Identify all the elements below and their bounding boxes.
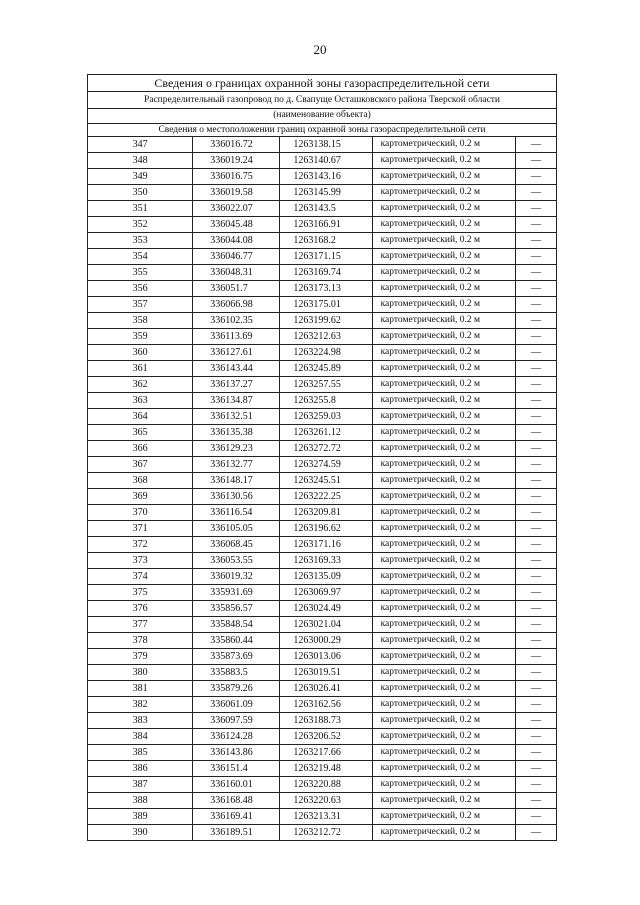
description-cell: — [515,313,556,329]
description-cell: — [515,617,556,633]
x-coordinate-cell: 336044.08 [193,233,280,249]
x-coordinate-cell: 336051.7 [193,281,280,297]
y-coordinate-cell: 1263209.81 [280,505,372,521]
x-coordinate-cell: 336016.75 [193,169,280,185]
x-coordinate-cell: 336168.48 [193,793,280,809]
table-row [88,169,556,185]
description-cell: — [515,809,556,825]
description-cell: — [515,233,556,249]
description-cell: — [515,553,556,569]
point-number-cell: 370 [88,505,193,521]
table-row [88,617,556,633]
point-number-cell: 377 [88,617,193,633]
y-coordinate-cell: 1263135.09 [280,569,372,585]
point-number-cell: 390 [88,825,193,841]
y-coordinate-cell: 1263173.13 [280,281,372,297]
method-accuracy-cell: картометрический, 0.2 м [372,569,515,585]
method-accuracy-cell: картометрический, 0.2 м [372,713,515,729]
table-row [88,249,556,265]
method-accuracy-cell: картометрический, 0.2 м [372,681,515,697]
x-coordinate-cell: 336151.4 [193,761,280,777]
y-coordinate-cell: 1263138.15 [280,137,372,153]
y-coordinate-cell: 1263019.51 [280,665,372,681]
table-row [88,633,556,649]
table-row [88,569,556,585]
y-coordinate-cell: 1263261.12 [280,425,372,441]
point-number-cell: 385 [88,745,193,761]
table-row [88,409,556,425]
method-accuracy-cell: картометрический, 0.2 м [372,201,515,217]
point-number-cell: 366 [88,441,193,457]
point-number-cell: 374 [88,569,193,585]
x-coordinate-cell: 336130.56 [193,489,280,505]
method-accuracy-cell: картометрический, 0.2 м [372,393,515,409]
y-coordinate-cell: 1263143.5 [280,201,372,217]
point-number-cell: 365 [88,425,193,441]
point-number-cell: 354 [88,249,193,265]
x-coordinate-cell: 335883.5 [193,665,280,681]
table-row [88,217,556,233]
table-row [88,825,556,841]
point-number-cell: 357 [88,297,193,313]
description-cell: — [515,345,556,361]
x-coordinate-cell: 336016.72 [193,137,280,153]
table-row [88,313,556,329]
x-coordinate-cell: 336113.69 [193,329,280,345]
table-row [88,729,556,745]
description-cell: — [515,489,556,505]
y-coordinate-cell: 1263169.33 [280,553,372,569]
table-row [88,761,556,777]
x-coordinate-cell: 336019.32 [193,569,280,585]
y-coordinate-cell: 1263168.2 [280,233,372,249]
x-coordinate-cell: 336135.38 [193,425,280,441]
y-coordinate-cell: 1263021.04 [280,617,372,633]
point-number-cell: 367 [88,457,193,473]
y-coordinate-cell: 1263245.51 [280,473,372,489]
y-coordinate-cell: 1263171.15 [280,249,372,265]
method-accuracy-cell: картометрический, 0.2 м [372,457,515,473]
table-row [88,713,556,729]
method-accuracy-cell: картометрический, 0.2 м [372,137,515,153]
table-row [88,345,556,361]
description-cell: — [515,569,556,585]
table-row [88,233,556,249]
x-coordinate-cell: 336022.07 [193,201,280,217]
point-number-cell: 380 [88,665,193,681]
x-coordinate-cell: 336134.87 [193,393,280,409]
x-coordinate-cell: 336045.48 [193,217,280,233]
table-row [88,473,556,489]
description-cell: — [515,825,556,841]
table-row [88,809,556,825]
description-cell: — [515,217,556,233]
x-coordinate-cell: 336102.35 [193,313,280,329]
method-accuracy-cell: картометрический, 0.2 м [372,169,515,185]
description-cell: — [515,761,556,777]
point-number-cell: 369 [88,489,193,505]
x-coordinate-cell: 335931.69 [193,585,280,601]
description-cell: — [515,665,556,681]
point-number-cell: 351 [88,201,193,217]
description-cell: — [515,393,556,409]
y-coordinate-cell: 1263169.74 [280,265,372,281]
y-coordinate-cell: 1263219.48 [280,761,372,777]
method-accuracy-cell: картометрический, 0.2 м [372,825,515,841]
point-number-cell: 356 [88,281,193,297]
y-coordinate-cell: 1263222.25 [280,489,372,505]
description-cell: — [515,297,556,313]
point-number-cell: 360 [88,345,193,361]
method-accuracy-cell: картометрический, 0.2 м [372,473,515,489]
method-accuracy-cell: картометрический, 0.2 м [372,793,515,809]
page-number: 20 [313,42,327,57]
method-accuracy-cell: картометрический, 0.2 м [372,745,515,761]
table-row [88,137,556,153]
point-number-cell: 372 [88,537,193,553]
table-row [88,265,556,281]
point-number-cell: 348 [88,153,193,169]
y-coordinate-cell: 1263220.63 [280,793,372,809]
y-coordinate-cell: 1263143.16 [280,169,372,185]
y-coordinate-cell: 1263166.91 [280,217,372,233]
y-coordinate-cell: 1263212.63 [280,329,372,345]
method-accuracy-cell: картометрический, 0.2 м [372,249,515,265]
x-coordinate-cell: 335860.44 [193,633,280,649]
point-number-cell: 378 [88,633,193,649]
x-coordinate-cell: 336066.98 [193,297,280,313]
point-number-cell: 350 [88,185,193,201]
method-accuracy-cell: картометрический, 0.2 м [372,281,515,297]
point-number-cell: 376 [88,601,193,617]
y-coordinate-cell: 1263212.72 [280,825,372,841]
x-coordinate-cell: 336129.23 [193,441,280,457]
boundary-document [87,74,557,841]
x-coordinate-cell: 336061.09 [193,697,280,713]
table-row [88,329,556,345]
table-row [88,281,556,297]
y-coordinate-cell: 1263069.97 [280,585,372,601]
x-coordinate-cell: 336053.55 [193,553,280,569]
y-coordinate-cell: 1263196.62 [280,521,372,537]
x-coordinate-cell: 336160.01 [193,777,280,793]
table-row [88,793,556,809]
description-cell: — [515,633,556,649]
method-accuracy-cell: картометрический, 0.2 м [372,297,515,313]
description-cell: — [515,201,556,217]
y-coordinate-cell: 1263220.88 [280,777,372,793]
coordinates-table [88,137,556,840]
x-coordinate-cell: 336189.51 [193,825,280,841]
y-coordinate-cell: 1263140.67 [280,153,372,169]
table-row [88,601,556,617]
method-accuracy-cell: картометрический, 0.2 м [372,697,515,713]
y-coordinate-cell: 1263199.62 [280,313,372,329]
description-cell: — [515,473,556,489]
x-coordinate-cell: 336105.05 [193,521,280,537]
x-coordinate-cell: 336169.41 [193,809,280,825]
y-coordinate-cell: 1263213.31 [280,809,372,825]
description-cell: — [515,281,556,297]
method-accuracy-cell: картометрический, 0.2 м [372,537,515,553]
description-cell: — [515,729,556,745]
y-coordinate-cell: 1263257.55 [280,377,372,393]
y-coordinate-cell: 1263217.66 [280,745,372,761]
x-coordinate-cell: 336148.17 [193,473,280,489]
description-cell: — [515,521,556,537]
table-row [88,505,556,521]
y-coordinate-cell: 1263162.56 [280,697,372,713]
y-coordinate-cell: 1263274.59 [280,457,372,473]
point-number-cell: 363 [88,393,193,409]
table-row [88,297,556,313]
description-cell: — [515,153,556,169]
method-accuracy-cell: картометрический, 0.2 м [372,345,515,361]
table-row [88,585,556,601]
method-accuracy-cell: картометрический, 0.2 м [372,489,515,505]
method-accuracy-cell: картометрический, 0.2 м [372,441,515,457]
description-cell: — [515,409,556,425]
table-row [88,361,556,377]
description-cell: — [515,713,556,729]
method-accuracy-cell: картометрический, 0.2 м [372,729,515,745]
point-number-cell: 349 [88,169,193,185]
point-number-cell: 388 [88,793,193,809]
x-coordinate-cell: 336046.77 [193,249,280,265]
description-cell: — [515,249,556,265]
x-coordinate-cell: 336127.61 [193,345,280,361]
table-row [88,153,556,169]
table-row [88,553,556,569]
description-cell: — [515,441,556,457]
description-cell: — [515,601,556,617]
table-row [88,201,556,217]
table-row [88,521,556,537]
point-number-cell: 379 [88,649,193,665]
method-accuracy-cell: картометрический, 0.2 м [372,361,515,377]
point-number-cell: 383 [88,713,193,729]
description-cell: — [515,361,556,377]
x-coordinate-cell: 336132.77 [193,457,280,473]
description-cell: — [515,377,556,393]
table-row [88,489,556,505]
point-number-cell: 381 [88,681,193,697]
table-row [88,425,556,441]
y-coordinate-cell: 1263024.49 [280,601,372,617]
point-number-cell: 368 [88,473,193,489]
x-coordinate-cell: 335873.69 [193,649,280,665]
y-coordinate-cell: 1263171.16 [280,537,372,553]
object-name: Распределительный газопровод по д. Свапуще Осташковского района Тверской области [88,92,556,109]
x-coordinate-cell: 336068.45 [193,537,280,553]
description-cell: — [515,425,556,441]
y-coordinate-cell: 1263026.41 [280,681,372,697]
method-accuracy-cell: картометрический, 0.2 м [372,777,515,793]
description-cell: — [515,649,556,665]
description-cell: — [515,681,556,697]
point-number-cell: 382 [88,697,193,713]
method-accuracy-cell: картометрический, 0.2 м [372,217,515,233]
table-row [88,185,556,201]
description-cell: — [515,697,556,713]
point-number-cell: 371 [88,521,193,537]
method-accuracy-cell: картометрический, 0.2 м [372,377,515,393]
method-accuracy-cell: картометрический, 0.2 м [372,233,515,249]
table-row [88,697,556,713]
x-coordinate-cell: 336019.58 [193,185,280,201]
description-cell: — [515,585,556,601]
y-coordinate-cell: 1263175.01 [280,297,372,313]
method-accuracy-cell: картометрический, 0.2 м [372,521,515,537]
x-coordinate-cell: 335856.57 [193,601,280,617]
x-coordinate-cell: 336143.44 [193,361,280,377]
point-number-cell: 355 [88,265,193,281]
method-accuracy-cell: картометрический, 0.2 м [372,601,515,617]
x-coordinate-cell: 336048.31 [193,265,280,281]
x-coordinate-cell: 336116.54 [193,505,280,521]
point-number-cell: 362 [88,377,193,393]
document-title: Сведения о границах охранной зоны газораспределительной сети [88,75,556,92]
description-cell: — [515,777,556,793]
y-coordinate-cell: 1263145.99 [280,185,372,201]
table-row [88,393,556,409]
description-cell: — [515,265,556,281]
table-row [88,377,556,393]
point-number-cell: 359 [88,329,193,345]
point-number-cell: 375 [88,585,193,601]
method-accuracy-cell: картометрический, 0.2 м [372,329,515,345]
method-accuracy-cell: картометрический, 0.2 м [372,409,515,425]
description-cell: — [515,329,556,345]
y-coordinate-cell: 1263272.72 [280,441,372,457]
description-cell: — [515,169,556,185]
method-accuracy-cell: картометрический, 0.2 м [372,761,515,777]
description-cell: — [515,793,556,809]
method-accuracy-cell: картометрический, 0.2 м [372,505,515,521]
table-row [88,537,556,553]
method-accuracy-cell: картометрический, 0.2 м [372,425,515,441]
x-coordinate-cell: 336097.59 [193,713,280,729]
method-accuracy-cell: картометрический, 0.2 м [372,185,515,201]
point-number-cell: 373 [88,553,193,569]
table-row [88,665,556,681]
table-row [88,745,556,761]
y-coordinate-cell: 1263188.73 [280,713,372,729]
point-number-cell: 353 [88,233,193,249]
table-row [88,457,556,473]
point-number-cell: 386 [88,761,193,777]
y-coordinate-cell: 1263245.89 [280,361,372,377]
y-coordinate-cell: 1263259.03 [280,409,372,425]
description-cell: — [515,745,556,761]
method-accuracy-cell: картометрический, 0.2 м [372,265,515,281]
x-coordinate-cell: 336019.24 [193,153,280,169]
method-accuracy-cell: картометрический, 0.2 м [372,553,515,569]
point-number-cell: 387 [88,777,193,793]
x-coordinate-cell: 336143.86 [193,745,280,761]
description-cell: — [515,185,556,201]
method-accuracy-cell: картометрический, 0.2 м [372,633,515,649]
table-row [88,649,556,665]
x-coordinate-cell: 336132.51 [193,409,280,425]
point-number-cell: 358 [88,313,193,329]
y-coordinate-cell: 1263000.29 [280,633,372,649]
description-cell: — [515,457,556,473]
method-accuracy-cell: картометрический, 0.2 м [372,649,515,665]
y-coordinate-cell: 1263013.06 [280,649,372,665]
x-coordinate-cell: 336137.27 [193,377,280,393]
description-cell: — [515,537,556,553]
point-number-cell: 352 [88,217,193,233]
y-coordinate-cell: 1263224.98 [280,345,372,361]
method-accuracy-cell: картометрический, 0.2 м [372,809,515,825]
x-coordinate-cell: 336124.28 [193,729,280,745]
method-accuracy-cell: картометрический, 0.2 м [372,585,515,601]
x-coordinate-cell: 335848.54 [193,617,280,633]
object-caption: (наименование объекта) [88,109,556,124]
table-row [88,441,556,457]
point-number-cell: 384 [88,729,193,745]
point-number-cell: 364 [88,409,193,425]
y-coordinate-cell: 1263255.8 [280,393,372,409]
method-accuracy-cell: картометрический, 0.2 м [372,153,515,169]
method-accuracy-cell: картометрический, 0.2 м [372,313,515,329]
description-cell: — [515,137,556,153]
point-number-cell: 347 [88,137,193,153]
table-row [88,681,556,697]
description-cell: — [515,505,556,521]
y-coordinate-cell: 1263206.52 [280,729,372,745]
point-number-cell: 361 [88,361,193,377]
table-row [88,777,556,793]
x-coordinate-cell: 335879.26 [193,681,280,697]
section-title: Сведения о местоположении границ охранной зоны газораспределительной сети [88,124,556,137]
point-number-cell: 389 [88,809,193,825]
method-accuracy-cell: картометрический, 0.2 м [372,617,515,633]
method-accuracy-cell: картометрический, 0.2 м [372,665,515,681]
